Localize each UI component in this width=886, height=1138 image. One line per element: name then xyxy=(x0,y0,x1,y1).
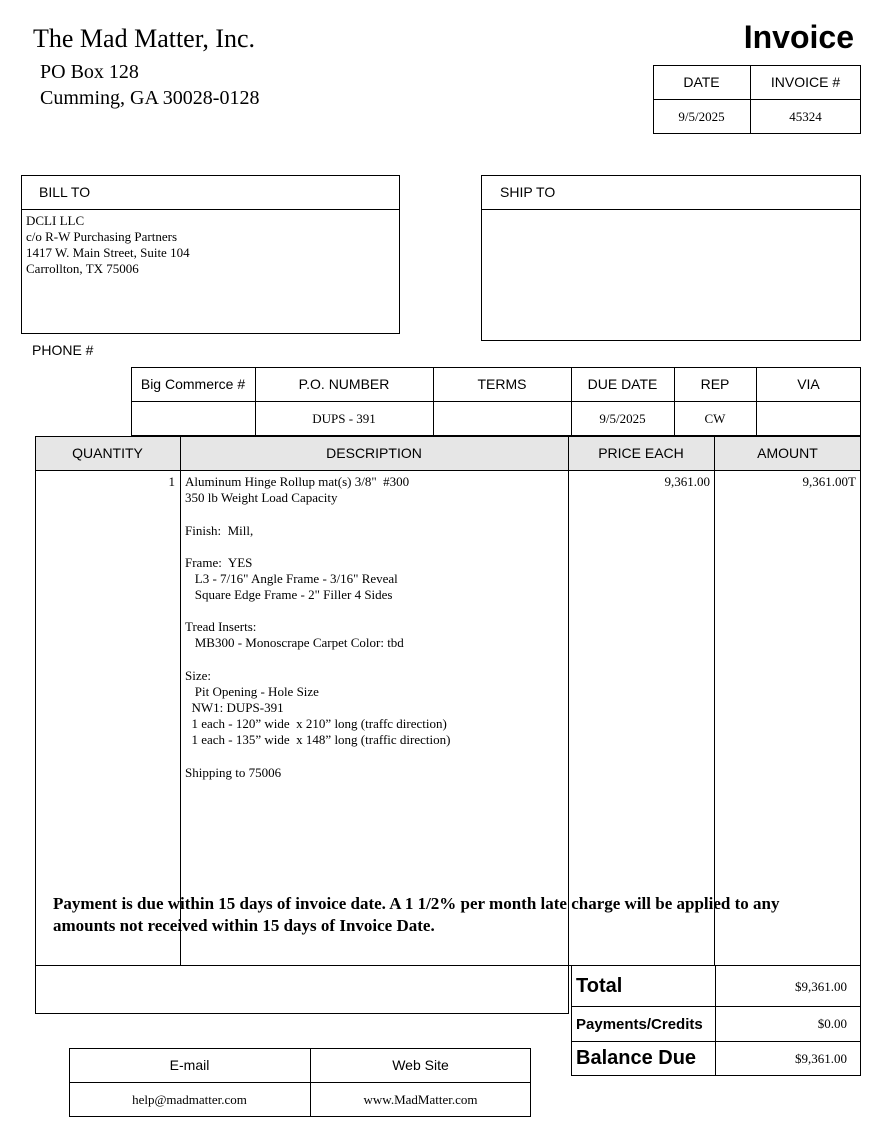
description-line: 1 each - 120” wide x 210” long (traffc direction) xyxy=(185,716,447,731)
po-number-header: P.O. NUMBER xyxy=(298,376,390,392)
company-name: The Mad Matter, Inc. xyxy=(33,24,256,53)
invoice-number-label: INVOICE # xyxy=(770,74,841,90)
big-commerce-value xyxy=(131,401,255,436)
bill-to-line-2: c/o R-W Purchasing Partners xyxy=(26,229,178,244)
email-value[interactable]: help@madmatter.com xyxy=(132,1091,247,1107)
ship-to-label: SHIP TO xyxy=(500,184,556,200)
description-header: DESCRIPTION xyxy=(326,445,422,461)
item-price-each: 9,361.00 xyxy=(664,474,710,489)
company-address-line2: Cumming, GA 30028-0128 xyxy=(40,87,260,109)
bill-to-line-4: Carrollton, TX 75006 xyxy=(26,261,139,276)
description-line: Frame: YES xyxy=(185,555,253,570)
description-line: Shipping to 75006 xyxy=(185,765,282,780)
description-line: 1 each - 135” wide x 148” long (traffic direction) xyxy=(185,732,451,747)
bill-to-line-1: DCLI LLC xyxy=(26,213,85,228)
description-line: Square Edge Frame - 2" Filler 4 Sides xyxy=(185,587,393,602)
balance-due-label: Balance Due xyxy=(576,1047,697,1069)
total-value: $9,361.00 xyxy=(795,979,847,994)
terms-value xyxy=(433,401,571,436)
po-number-value: DUPS - 391 xyxy=(312,410,376,426)
email-label: E-mail xyxy=(169,1057,210,1073)
description-line: Aluminum Hinge Rollup mat(s) 3/8" #300 xyxy=(185,474,410,489)
invoice-number: 45324 xyxy=(789,108,822,124)
rep-header: REP xyxy=(700,376,730,392)
payment-terms-note-line2: amounts not received within 15 days of Invoice Date. xyxy=(53,916,435,935)
invoice-date: 9/5/2025 xyxy=(678,108,725,124)
description-line: Finish: Mill, xyxy=(185,523,254,538)
footer-blank-box xyxy=(35,965,569,1014)
bill-to-line-3: 1417 W. Main Street, Suite 104 xyxy=(26,245,190,260)
document-title: Invoice xyxy=(743,19,854,55)
description-line: NW1: DUPS-391 xyxy=(185,700,284,715)
via-header: VIA xyxy=(797,376,820,392)
payments-credits-value: $0.00 xyxy=(817,1016,847,1031)
amount-header: AMOUNT xyxy=(757,445,818,461)
due-date-value: 9/5/2025 xyxy=(599,410,646,426)
website-label: Web Site xyxy=(392,1057,449,1073)
description-line: 350 lb Weight Load Capacity xyxy=(185,490,338,505)
bill-to-label: BILL TO xyxy=(39,184,91,200)
description-line: Tread Inserts: xyxy=(185,619,257,634)
description-line: Pit Opening - Hole Size xyxy=(185,684,319,699)
payment-terms-note-line1: Payment is due within 15 days of invoice date. A 1 1/2% per month late charge will be applied to any xyxy=(53,894,780,913)
item-amount: 9,361.00T xyxy=(802,474,856,489)
rep-value: CW xyxy=(704,410,726,426)
price-each-header: PRICE EACH xyxy=(598,445,684,461)
big-commerce-header: Big Commerce # xyxy=(140,376,246,392)
company-address-line1: PO Box 128 xyxy=(40,61,139,83)
description-line: MB300 - Monoscrape Carpet Color: tbd xyxy=(185,635,404,650)
item-quantity: 1 xyxy=(168,474,175,489)
description-line: L3 - 7/16" Angle Frame - 3/16" Reveal xyxy=(185,571,398,586)
description-line: Size: xyxy=(185,668,211,683)
due-date-header: DUE DATE xyxy=(587,376,658,392)
balance-due-value: $9,361.00 xyxy=(795,1051,847,1066)
website-value[interactable]: www.MadMatter.com xyxy=(363,1091,478,1107)
payments-credits-label: Payments/Credits xyxy=(576,1016,703,1033)
quantity-header: QUANTITY xyxy=(72,445,143,461)
via-value xyxy=(756,401,861,436)
phone-label: PHONE # xyxy=(32,342,94,358)
date-label: DATE xyxy=(683,74,720,90)
terms-header: TERMS xyxy=(477,376,527,392)
total-label: Total xyxy=(576,975,623,997)
